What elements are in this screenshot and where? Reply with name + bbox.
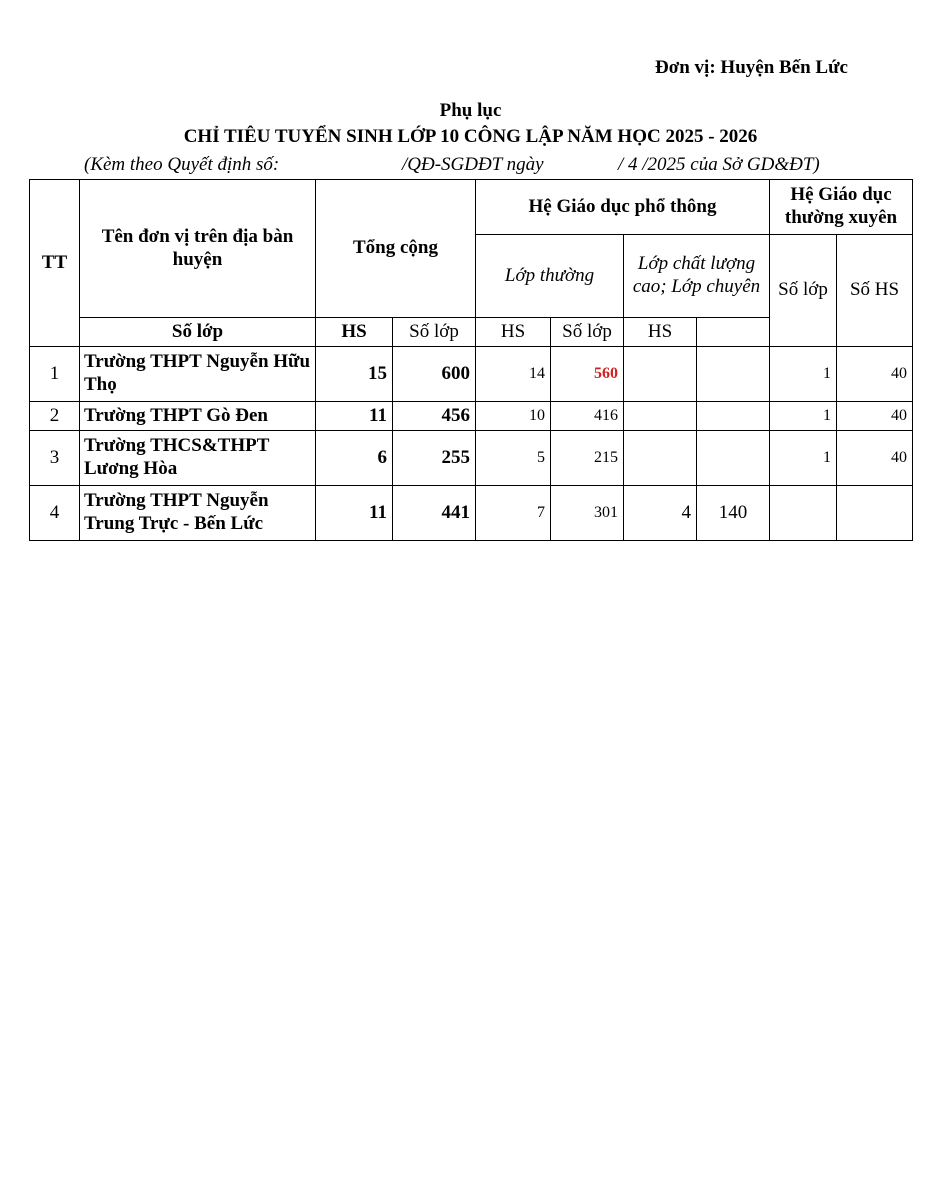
enrollment-table [29, 179, 913, 541]
header-general-education: Hệ Giáo dục phổ thông [476, 180, 770, 235]
row-tt: 4 [30, 486, 80, 541]
table-row [30, 431, 913, 486]
row-gdtx-classes [770, 486, 837, 541]
header-gdtx-students: Số HS [837, 235, 913, 347]
row-tt: 2 [30, 402, 80, 431]
row-total-students: 441 [393, 486, 476, 541]
header-tt: TT [30, 180, 80, 347]
row-total-classes: 11 [316, 402, 393, 431]
row-total-students: 456 [393, 402, 476, 431]
row-regular-classes: 10 [476, 402, 551, 431]
row-gdtx-students [837, 486, 913, 541]
header-total-students: HS [316, 318, 393, 347]
row-total-classes: 11 [316, 486, 393, 541]
row-gdtx-classes: 1 [770, 431, 837, 486]
table-row [30, 402, 913, 431]
row-total-students: 255 [393, 431, 476, 486]
row-hq-classes [624, 402, 697, 431]
header-gdtx-classes: Số lớp [770, 235, 837, 347]
header-hq-classes: Số lớp [551, 318, 624, 347]
row-total-classes: 15 [316, 347, 393, 402]
reference-part-3: / 4 /2025 của Sở GD&ĐT) [618, 154, 820, 175]
row-hq-classes: 4 [624, 486, 697, 541]
header-high-quality-class: Lớp chất lượng cao; Lớp chuyên [624, 235, 770, 318]
header-total-classes: Số lớp [80, 318, 316, 347]
row-gdtx-students: 40 [837, 402, 913, 431]
row-gdtx-classes: 1 [770, 347, 837, 402]
header-regular-classes: Số lớp [393, 318, 476, 347]
header-regular-students: HS [476, 318, 551, 347]
row-gdtx-students: 40 [837, 431, 913, 486]
header-regular-class: Lớp thường [476, 235, 624, 318]
row-hq-students: 140 [697, 486, 770, 541]
row-regular-classes: 14 [476, 347, 551, 402]
row-school-name: Trường THPT Nguyễn Trung Trực - Bến Lức [80, 486, 316, 541]
row-tt: 1 [30, 347, 80, 402]
row-hq-classes [624, 431, 697, 486]
reference-part-2: /QĐ-SGDĐT ngày [402, 154, 544, 175]
row-gdtx-classes: 1 [770, 402, 837, 431]
row-school-name: Trường THPT Gò Đen [80, 402, 316, 431]
row-regular-classes: 7 [476, 486, 551, 541]
row-tt: 3 [30, 431, 80, 486]
header-hq-students: HS [624, 318, 697, 347]
unit-label: Đơn vị: Huyện Bến Lức [655, 57, 848, 78]
header-continuing-education: Hệ Giáo dục thường xuyên [770, 180, 913, 235]
row-gdtx-students: 40 [837, 347, 913, 402]
row-regular-students: 301 [551, 486, 624, 541]
row-school-name: Trường THCS&THPT Lương Hòa [80, 431, 316, 486]
appendix-heading: Phụ lục [439, 100, 502, 121]
row-hq-students [697, 402, 770, 431]
header-unit-name: Tên đơn vị trên địa bàn huyện [80, 180, 316, 318]
row-total-classes: 6 [316, 431, 393, 486]
row-hq-students [697, 347, 770, 402]
header-total: Tổng cộng [316, 180, 476, 318]
row-regular-students: 416 [551, 402, 624, 431]
row-regular-classes: 5 [476, 431, 551, 486]
row-school-name: Trường THPT Nguyễn Hữu Thọ [80, 347, 316, 402]
row-total-students: 600 [393, 347, 476, 402]
row-hq-classes [624, 347, 697, 402]
row-hq-students [697, 431, 770, 486]
table-row [30, 347, 913, 402]
table-row [30, 486, 913, 541]
document-title: CHỈ TIÊU TUYỂN SINH LỚP 10 CÔNG LẬP NĂM HỌC 2025 - 2026 [183, 126, 758, 147]
row-regular-students: 215 [551, 431, 624, 486]
row-regular-students: 560 [551, 347, 624, 402]
reference-part-1: (Kèm theo Quyết định số: [84, 154, 280, 175]
